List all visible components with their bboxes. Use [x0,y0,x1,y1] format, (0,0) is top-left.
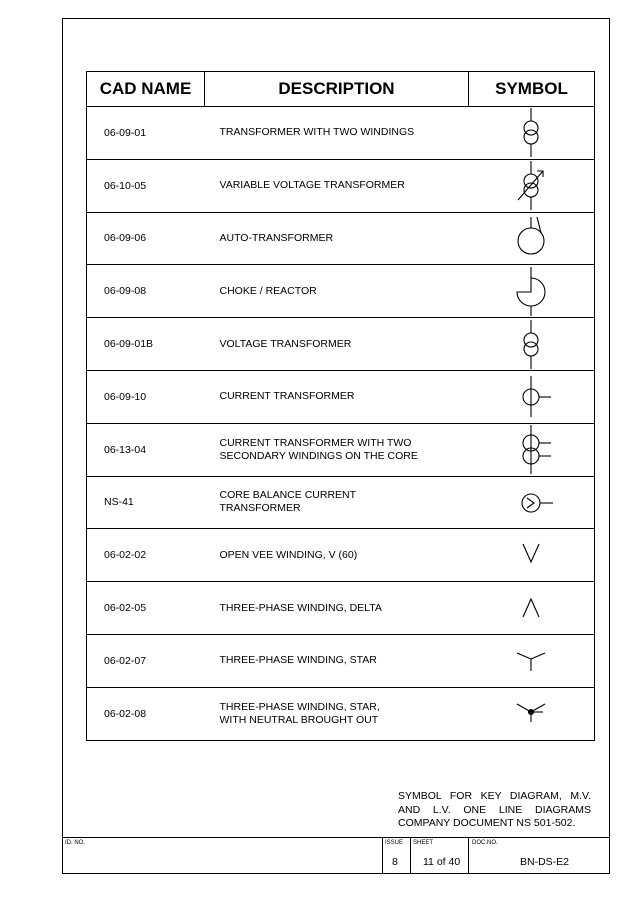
title-block-divider [468,837,469,873]
caption-line: AND L.V. ONE LINE DIAGRAMS [398,803,591,816]
open-vee-winding-icon [501,530,561,581]
symbol-cell [469,265,595,318]
table-row [87,159,595,212]
description-line: TRANSFORMER WITH TWO WINDINGS [219,126,415,139]
document-caption [398,790,591,831]
description-line: CURRENT TRANSFORMER WITH TWO [219,436,412,449]
description-line: SECONDARY WINDINGS ON THE CORE [219,449,418,462]
cad-name-cell: 06-02-02 [87,529,205,582]
caption-line: COMPANY DOCUMENT NS 501-502. [398,817,576,829]
table-row [87,687,595,740]
header-cad-name: CAD NAME [87,72,205,107]
description-cell [205,687,469,740]
table-body [87,107,595,741]
cad-name-cell: 06-09-10 [87,370,205,423]
table-row [87,265,595,318]
current-transformer-icon [501,371,561,422]
table-row [87,476,595,529]
cad-name-cell: 06-09-01 [87,107,205,160]
description-cell [205,265,469,318]
description-cell [205,370,469,423]
title-block-divider [382,837,383,873]
description-line: CHOKE / REACTOR [219,284,317,297]
description-line: THREE-PHASE WINDING, STAR, [219,700,380,713]
description-cell [205,423,469,476]
table-row [87,370,595,423]
table-row [87,107,595,160]
symbol-cell [469,476,595,529]
symbol-cell [469,529,595,582]
doc-no-value: BN-DS-E2 [520,856,570,868]
symbol-cell [469,634,595,687]
symbol-cell [469,370,595,423]
delta-winding-icon [501,583,561,634]
variable-voltage-transformer-icon [501,160,561,211]
description-cell [205,476,469,529]
table-row [87,634,595,687]
core-balance-ct-icon [501,477,561,528]
title-block-divider [62,837,610,838]
description-line: TRANSFORMER [219,502,301,515]
cad-name-cell: 06-09-06 [87,212,205,265]
issue-value: 8 [392,856,398,868]
cad-name-cell: 06-02-05 [87,582,205,635]
table-row [87,582,595,635]
cad-name-cell: 06-13-04 [87,423,205,476]
caption-line: SYMBOL FOR KEY DIAGRAM, M.V. [398,790,591,802]
description-cell [205,582,469,635]
star-winding-icon [501,635,561,686]
symbol-table [86,71,595,741]
description-line: AUTO-TRANSFORMER [219,231,334,244]
symbol-cell [469,582,595,635]
table-row [87,318,595,371]
description-line: THREE-PHASE WINDING, STAR [219,654,377,667]
description-line: THREE-PHASE WINDING, DELTA [219,601,382,614]
description-line: CURRENT TRANSFORMER [219,390,355,403]
star-neutral-winding-icon [501,688,561,739]
cad-name-cell: NS-41 [87,476,205,529]
id-no-label: ID. NO. [65,840,86,846]
voltage-transformer-icon [501,319,561,370]
cad-name-cell: 06-02-08 [87,687,205,740]
symbol-cell [469,212,595,265]
table-row [87,212,595,265]
description-cell [205,212,469,265]
description-line: VOLTAGE TRANSFORMER [219,337,352,350]
cad-name-cell: 06-09-08 [87,265,205,318]
table-row [87,423,595,476]
description-cell [205,529,469,582]
symbol-cell [469,159,595,212]
description-line: CORE BALANCE CURRENT [219,489,357,502]
cad-name-cell: 06-09-01B [87,318,205,371]
issue-label: ISSUE [385,840,404,846]
title-block-divider [410,837,411,873]
header-description: DESCRIPTION [205,72,469,107]
description-line: OPEN VEE WINDING, V (60) [219,548,358,561]
description-line: WITH NEUTRAL BROUGHT OUT [219,713,379,726]
two-winding-transformer-icon [501,107,561,158]
description-line: VARIABLE VOLTAGE TRANSFORMER [219,179,405,192]
cad-name-cell: 06-10-05 [87,159,205,212]
description-cell [205,634,469,687]
sheet-label: SHEET [413,840,434,846]
description-cell [205,318,469,371]
cad-name-cell: 06-02-07 [87,634,205,687]
symbol-cell [469,423,595,476]
header-symbol: SYMBOL [469,72,595,107]
description-cell [205,107,469,160]
description-cell [205,159,469,212]
symbol-cell [469,318,595,371]
choke-reactor-icon [501,266,561,317]
table-header-row [87,72,595,107]
auto-transformer-icon [501,213,561,264]
table-row [87,529,595,582]
sheet-value: 11 of 40 [423,856,461,868]
symbol-cell [469,107,595,160]
symbol-cell [469,687,595,740]
doc-no-label: DOC.NO. [472,840,498,846]
ct-two-secondary-icon [501,424,561,475]
